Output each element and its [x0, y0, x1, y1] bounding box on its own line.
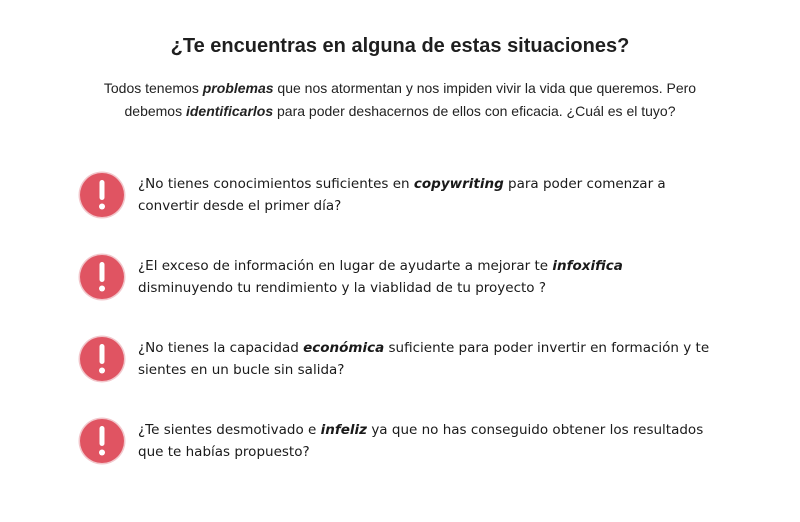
exclamation-icon	[78, 253, 126, 301]
list-item-text	[138, 337, 718, 381]
section-title: ¿Te encuentras en alguna de estas situaciones?	[170, 35, 630, 57]
item-emphasis: infoxifica	[552, 258, 623, 274]
exclamation-icon	[78, 335, 126, 383]
intro-emphasis-identificarlos: identificarlos	[185, 103, 274, 119]
item-emphasis: copywriting	[413, 176, 504, 192]
item-emphasis: infeliz	[320, 422, 368, 438]
list-item-text	[138, 419, 718, 463]
exclamation-icon	[78, 171, 126, 219]
intro-emphasis-problemas: problemas	[202, 80, 274, 96]
item-text-before: ¿Te sientes desmotivado e	[138, 422, 321, 438]
item-emphasis: económica	[303, 340, 385, 356]
item-text-after: disminuyendo tu rendimiento y la viablidad de tu proyecto ?	[138, 280, 547, 296]
item-text-after: suficiente para poder invertir en formación y te sientes en un bucle sin salida?	[138, 340, 710, 378]
section-intro	[80, 77, 720, 123]
list-item	[78, 335, 718, 383]
intro-text-1: Todos tenemos	[103, 80, 203, 96]
list-item	[78, 253, 718, 301]
list-item	[78, 417, 718, 465]
intro-text-2: que nos atormentan y nos impiden vivir la vida que queremos. Pero debemos	[124, 80, 697, 119]
list-item-text	[138, 255, 718, 299]
list-item-text	[138, 173, 718, 217]
item-text-after: para poder comenzar a convertir desde el primer día?	[138, 176, 666, 214]
item-text-before: ¿No tienes la capacidad	[138, 340, 304, 356]
item-text-before: ¿El exceso de información en lugar de ayudarte a mejorar te	[138, 258, 553, 274]
list-item	[78, 171, 718, 219]
item-text-before: ¿No tienes conocimientos suficientes en	[138, 176, 414, 192]
intro-text-3: para poder deshacernos de ellos con eficacia. ¿Cuál es el tuyo?	[273, 103, 676, 119]
item-text-after: ya que no has conseguido obtener los resultados que te habías propuesto?	[138, 422, 704, 460]
exclamation-icon	[78, 417, 126, 465]
